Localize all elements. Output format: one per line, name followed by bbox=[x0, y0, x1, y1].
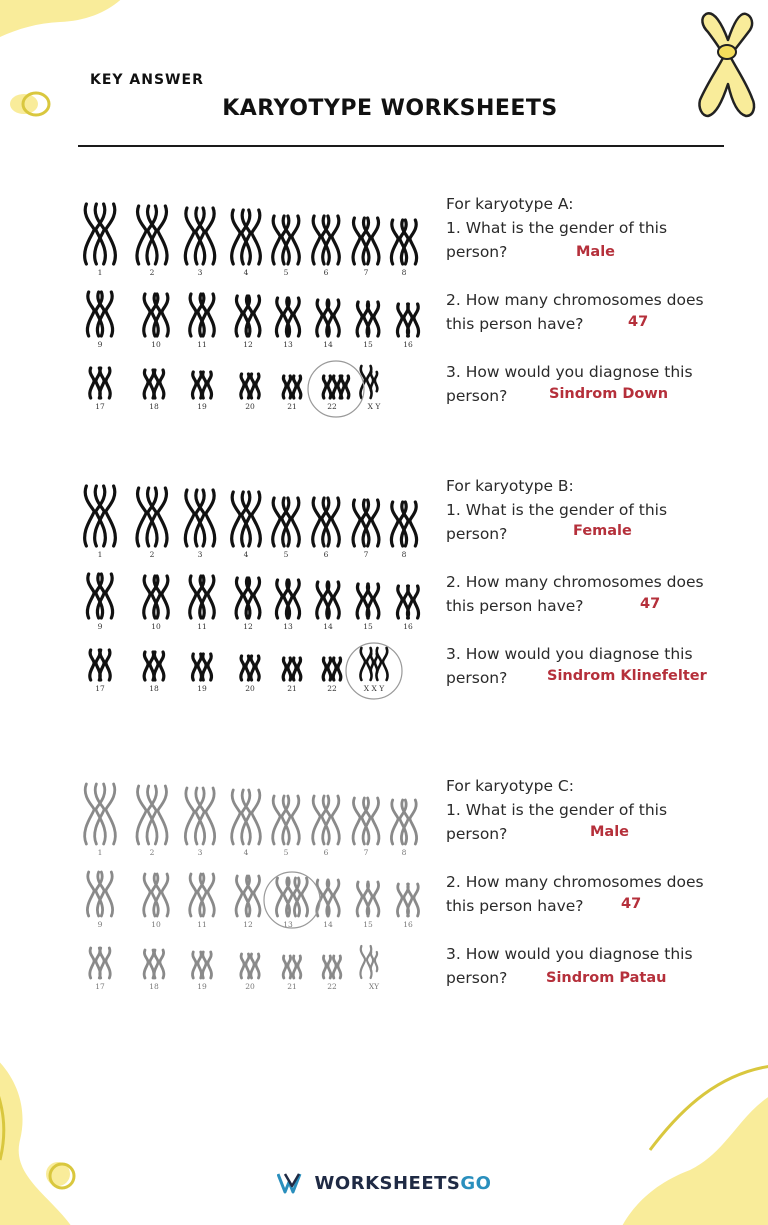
chromosome-pair bbox=[276, 298, 299, 336]
chromosome-pair bbox=[353, 798, 379, 844]
chromosome-number-label: 9 bbox=[97, 340, 103, 349]
karyotype-c-heading: For karyotype C: bbox=[446, 777, 574, 795]
answer-gender: Male bbox=[590, 824, 630, 840]
chromosome-pair bbox=[144, 950, 164, 978]
page-title: KARYOTYPE WORKSHEETS bbox=[222, 96, 558, 121]
chromosome-pair bbox=[190, 874, 215, 916]
chromosome-number-label: 20 bbox=[245, 684, 255, 693]
chromosome-number-label: 5 bbox=[283, 848, 289, 857]
chromosome-number-label: 8 bbox=[401, 268, 407, 277]
chromosome-number-label: 2 bbox=[149, 848, 155, 857]
chromosome-number-label: 3 bbox=[197, 268, 203, 277]
chromosome-pair bbox=[90, 650, 110, 680]
chromosome-number-label: 18 bbox=[149, 684, 159, 693]
question-2-line-2: this person have? bbox=[446, 315, 584, 333]
chromosome-number-label: 22 bbox=[327, 684, 337, 693]
chromosome-pair bbox=[144, 294, 169, 336]
chromosome-pair bbox=[137, 786, 167, 844]
chromosome-number-label: 13 bbox=[283, 920, 293, 929]
chromosome-pair bbox=[357, 882, 379, 916]
chromosome-number-label: 10 bbox=[151, 920, 161, 929]
chromosome-pair bbox=[232, 210, 261, 264]
answer-diagnosis: Sindrom Patau bbox=[546, 970, 667, 986]
chromosome-pair bbox=[185, 788, 214, 844]
karyotype-a-heading: For karyotype A: bbox=[446, 195, 574, 213]
chromosome-number-label: 20 bbox=[245, 402, 255, 411]
chromosome-number-label: 11 bbox=[197, 622, 207, 631]
worksheetsgo-logo-icon bbox=[277, 1172, 307, 1194]
answer-count: 47 bbox=[621, 896, 642, 912]
chromosome-number-label: 21 bbox=[287, 402, 297, 411]
chromosome-pair bbox=[87, 872, 112, 916]
answer-gender: Male bbox=[576, 244, 616, 260]
chromosome-number-label: 7 bbox=[363, 550, 369, 559]
chromosome-pair bbox=[144, 874, 169, 916]
chromosome-pair bbox=[87, 292, 112, 336]
chromosome-pair bbox=[144, 576, 169, 618]
chromosome-pair bbox=[185, 490, 214, 546]
chromosome-number-label: 17 bbox=[95, 402, 105, 411]
chromosome-pair bbox=[273, 498, 300, 546]
chromosome-number-label: 8 bbox=[401, 550, 407, 559]
chromosome-pair bbox=[313, 216, 340, 264]
chromosome-pair bbox=[391, 220, 416, 264]
chromosome-number-label: 7 bbox=[363, 268, 369, 277]
question-1-line-2: person? bbox=[446, 525, 508, 543]
chromosome-pair bbox=[90, 368, 110, 398]
title-divider bbox=[78, 145, 724, 147]
question-3-line-1: 3. How would you diagnose this bbox=[446, 363, 693, 381]
chromosome-pair bbox=[391, 800, 416, 844]
karyotype-a-questions bbox=[446, 192, 746, 408]
karyotype-a-image bbox=[78, 190, 428, 420]
answer-gender: Female bbox=[573, 523, 632, 539]
chromosome-pair bbox=[241, 374, 259, 398]
question-1-line-1: 1. What is the gender of this bbox=[446, 501, 668, 519]
chromosome-number-label: 6 bbox=[323, 848, 329, 857]
chromosome-pair bbox=[323, 956, 341, 978]
question-1-line-1: 1. What is the gender of this bbox=[446, 801, 668, 819]
chromosome-number-label: 11 bbox=[197, 920, 207, 929]
footer-brand-logo bbox=[0, 1172, 768, 1194]
chromosome-number-label: 12 bbox=[243, 622, 253, 631]
karyotype-b-image bbox=[78, 472, 428, 702]
chromosome-pair bbox=[190, 294, 215, 336]
chromosome-number-label: 17 bbox=[95, 684, 105, 693]
chromosome-number-label: 13 bbox=[283, 340, 293, 349]
chromosome-pair bbox=[85, 486, 116, 546]
chromosome-pair bbox=[192, 952, 211, 978]
chromosome-number-label: 3 bbox=[197, 550, 203, 559]
question-2-line-1: 2. How many chromosomes does bbox=[446, 573, 704, 591]
chromosome-number-label: 4 bbox=[243, 848, 249, 857]
chromosome-pair bbox=[241, 656, 259, 680]
question-1-line-2: person? bbox=[446, 825, 508, 843]
chromosome-pair bbox=[360, 648, 387, 680]
chromosome-pair bbox=[144, 652, 164, 680]
chromosome-pair bbox=[357, 584, 379, 618]
chromosome-number-label: 22 bbox=[327, 982, 337, 991]
chromosome-number-label: 16 bbox=[403, 622, 413, 631]
chromosome-pair bbox=[313, 796, 340, 844]
karyotype-b-questions bbox=[446, 474, 746, 690]
chromosome-number-label: 14 bbox=[323, 920, 333, 929]
brand-name-part-2: GO bbox=[460, 1172, 492, 1194]
chromosome-number-label: 18 bbox=[149, 982, 159, 991]
chromosome-pair bbox=[273, 216, 300, 264]
question-2-line-1: 2. How many chromosomes does bbox=[446, 291, 704, 309]
chromosome-pair bbox=[353, 218, 379, 264]
chromosome-pair bbox=[357, 302, 379, 336]
yellow-blob-bottom-right bbox=[590, 1060, 768, 1225]
chromosome-number-label: 16 bbox=[403, 340, 413, 349]
chromosome-number-label: 1 bbox=[97, 848, 103, 857]
chromosome-number-label: 15 bbox=[363, 622, 373, 631]
chromosome-pair bbox=[236, 578, 260, 618]
chromosome-number-label: X X Y bbox=[363, 684, 385, 693]
question-3-line-1: 3. How would you diagnose this bbox=[446, 645, 693, 663]
question-1-line-1: 1. What is the gender of this bbox=[446, 219, 668, 237]
chromosome-number-label: 15 bbox=[363, 340, 373, 349]
question-3-line-2: person? bbox=[446, 969, 508, 987]
chromosome-number-label: 6 bbox=[323, 268, 329, 277]
chromosome-pair bbox=[397, 304, 418, 336]
chromosome-number-label: 21 bbox=[287, 982, 297, 991]
karyotype-c-image bbox=[78, 770, 428, 1000]
chromosome-number-label: 1 bbox=[97, 550, 103, 559]
chromosome-number-label: 16 bbox=[403, 920, 413, 929]
chromosome-number-label: 18 bbox=[149, 402, 159, 411]
chromosome-number-label: 15 bbox=[363, 920, 373, 929]
chromosome-pair bbox=[236, 296, 260, 336]
chromosome-number-label: 17 bbox=[95, 982, 105, 991]
chromosome-pair bbox=[137, 488, 167, 546]
answer-count: 47 bbox=[628, 314, 649, 330]
chromosome-pair bbox=[353, 500, 379, 546]
chromosome-pair bbox=[317, 582, 339, 618]
chromosome-number-label: 3 bbox=[197, 848, 203, 857]
chromosome-pair bbox=[87, 574, 112, 618]
chromosome-pair bbox=[85, 784, 116, 844]
chromosome-number-label: 4 bbox=[243, 550, 249, 559]
chromosome-pair bbox=[276, 580, 299, 618]
chromosome-pair bbox=[317, 300, 339, 336]
question-2-line-2: this person have? bbox=[446, 597, 584, 615]
chromosome-number-label: 2 bbox=[149, 268, 155, 277]
chromosome-number-label: 4 bbox=[243, 268, 249, 277]
chromosome-number-label: 13 bbox=[283, 622, 293, 631]
chromosome-pair bbox=[192, 372, 211, 398]
chromosome-pair bbox=[273, 796, 300, 844]
chromosome-number-label: 14 bbox=[323, 622, 333, 631]
question-2-line-1: 2. How many chromosomes does bbox=[446, 873, 704, 891]
chromosome-pair bbox=[283, 658, 301, 680]
chromosome-pair bbox=[276, 878, 307, 916]
chromosome-number-label: 8 bbox=[401, 848, 407, 857]
chromosome-pair bbox=[241, 954, 259, 978]
chromosome-pair bbox=[137, 206, 167, 264]
chromosome-number-label: 10 bbox=[151, 340, 161, 349]
chromosome-number-label: 1 bbox=[97, 268, 103, 277]
chromosome-pair bbox=[283, 376, 301, 398]
chromosome-number-label: 5 bbox=[283, 550, 289, 559]
chromosome-pair bbox=[283, 956, 301, 978]
chromosome-number-label: XY bbox=[368, 982, 380, 991]
chromosome-pair bbox=[190, 576, 215, 618]
chromosome-number-label: 6 bbox=[323, 550, 329, 559]
chromosome-pair bbox=[391, 502, 416, 546]
karyotype-c-questions bbox=[446, 774, 746, 990]
chromosome-number-label: 19 bbox=[197, 684, 207, 693]
chromosome-pair bbox=[397, 884, 418, 916]
answer-diagnosis: Sindrom Klinefelter bbox=[547, 668, 707, 684]
chromosome-pair bbox=[313, 498, 340, 546]
chromosome-number-label: 12 bbox=[243, 920, 253, 929]
chromosome-pair bbox=[397, 586, 418, 618]
chromosome-pair bbox=[236, 876, 260, 916]
chromosome-number-label: 12 bbox=[243, 340, 253, 349]
yellow-blob-bottom-left bbox=[0, 1040, 100, 1225]
chromosome-number-label: 9 bbox=[97, 920, 103, 929]
karyotype-b-heading: For karyotype B: bbox=[446, 477, 574, 495]
chromosome-number-label: X Y bbox=[367, 402, 381, 411]
question-3-line-1: 3. How would you diagnose this bbox=[446, 945, 693, 963]
chromosome-pair bbox=[90, 948, 110, 978]
answer-diagnosis: Sindrom Down bbox=[549, 386, 669, 402]
question-2-line-2: this person have? bbox=[446, 897, 584, 915]
chromosome-number-label: 20 bbox=[245, 982, 255, 991]
brand-name-part-1: WORKSHEETS bbox=[314, 1172, 461, 1194]
question-1-line-2: person? bbox=[446, 243, 508, 261]
chromosome-pair bbox=[85, 204, 116, 264]
chromosome-number-label: 5 bbox=[283, 268, 289, 277]
yellow-blob-top-left bbox=[0, 0, 150, 60]
chromosome-pair bbox=[323, 376, 349, 398]
chromosome-number-label: 9 bbox=[97, 622, 103, 631]
chromosome-pair bbox=[144, 370, 164, 398]
chromosome-number-label: 7 bbox=[363, 848, 369, 857]
chromosome-pair bbox=[185, 208, 214, 264]
chromosome-number-label: 21 bbox=[287, 684, 297, 693]
chromosome-number-label: 14 bbox=[323, 340, 333, 349]
chromosome-pair bbox=[323, 658, 341, 680]
chromosome-number-label: 2 bbox=[149, 550, 155, 559]
question-3-line-2: person? bbox=[446, 669, 508, 687]
chromosome-number-label: 10 bbox=[151, 622, 161, 631]
key-answer-label: KEY ANSWER bbox=[90, 72, 204, 88]
chromosome-number-label: 11 bbox=[197, 340, 207, 349]
chromosome-number-label: 19 bbox=[197, 402, 207, 411]
question-3-line-2: person? bbox=[446, 387, 508, 405]
chromosome-pair bbox=[360, 946, 377, 978]
chromosome-pair bbox=[232, 790, 261, 844]
answer-count: 47 bbox=[640, 596, 661, 612]
chromosome-number-label: 19 bbox=[197, 982, 207, 991]
chromosome-pair bbox=[192, 654, 211, 680]
chromosome-number-label: 22 bbox=[327, 402, 337, 411]
chromosome-pair bbox=[232, 492, 261, 546]
